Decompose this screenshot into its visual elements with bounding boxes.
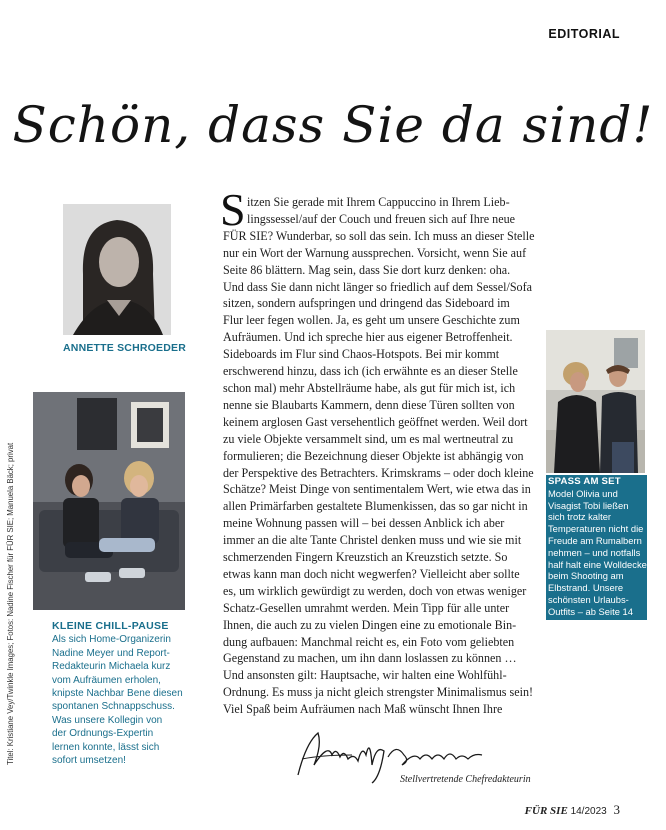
- body-line: lingssessel/auf der Couch und freuen sich auf Ihre neue: [247, 211, 515, 226]
- chill-pause-photo: [33, 392, 185, 610]
- set-caption-line: Temperaturen nicht die: [548, 523, 644, 535]
- chill-line: Was unsere Kollegin von: [52, 714, 163, 726]
- set-caption-line: beim Shooting am: [548, 570, 624, 582]
- issue-number: 14/2023: [570, 806, 607, 817]
- photo-credit: Titel: Kristiane Vey/Twinkle Images; Fotos: Nadine Fischer für FÜR SIE; Manuela Bäck; privat: [6, 442, 15, 765]
- body-line: Ihnen, die auch zu zu vielen Dingen eine zu emotionale Bin-: [223, 617, 517, 632]
- body-line: allen Primärfarben gestaltete Blumenkissen, das so gar nicht in: [223, 499, 528, 514]
- chill-line: der Ordnungs-Expertin: [52, 728, 154, 740]
- body-line: es, um wirklich gewürdigt zu werden, doch von etwas weniger: [223, 583, 527, 598]
- chill-line: lernen konnte, lässt sich: [52, 741, 160, 753]
- body-line: Und dass Sie dann nicht länger so friedlich auf dem Sessel/Sofa: [223, 279, 532, 294]
- chill-line: Redakteurin Michaela kurz: [52, 661, 171, 673]
- chill-pause-caption: [52, 620, 202, 767]
- body-line: Sideboards im Flur sind Chaos-Hotspots. Bei mir kommt: [223, 347, 500, 362]
- chill-line: Als sich Home-Organizerin: [52, 634, 171, 646]
- set-caption-line: Visagist Tobi ließen: [548, 499, 629, 511]
- chill-pause-title: KLEINE CHILL-PAUSE: [52, 620, 169, 632]
- body-line: itzen Sie gerade mit Ihrem Cappuccino in Ihrem Lieb-: [247, 195, 510, 209]
- body-line: formulieren; die Bezeichnung dieser Objekte ist abhängig von: [223, 448, 524, 463]
- body-line: schon mal) mehr Abstellräume habe, als gut für mich ist, ich: [223, 380, 516, 395]
- body-line: Viel Spaß beim Aufräumen nach Maß wünscht Ihnen Ihre: [223, 702, 503, 717]
- headline: Schön, dass Sie da sind!: [12, 96, 654, 154]
- section-label: EDITORIAL: [548, 27, 620, 41]
- body-line: Seite 86 blättern. Mag sein, dass Sie dort kurz denken: oha.: [223, 262, 511, 277]
- set-caption-line: Outfits – ab Seite 14: [548, 605, 633, 617]
- set-caption-line: half halt eine Wolldecke: [548, 558, 647, 570]
- signature-role: Stellvertretende Chefredakteurin: [400, 774, 531, 785]
- set-caption-line: Freude am Rumalbern: [548, 534, 642, 546]
- body-line: zu viele Objekte versammelt sind, um es mal wertneutral zu: [223, 431, 514, 446]
- body-line: keinem arglosen Gast versehentlich geöffnet werden. Weil dort: [223, 414, 528, 429]
- body-line: immer an die alte Tante Christel denken muss und wie sie mit: [223, 533, 522, 548]
- chill-line: spontanen Schnappschuss.: [52, 701, 175, 713]
- set-image: [546, 330, 645, 473]
- body-line: der Perspektive des Betrachters. Krimskrams – oder doch kleine: [223, 465, 534, 480]
- chill-line: knipste Nachbar Bene diesen: [52, 688, 183, 700]
- page-number: 3: [613, 802, 620, 817]
- body-line: dung aufbauen: Manchmal reicht es, ein Foto vom geliebten: [223, 634, 515, 649]
- body-line: meine Wohnung passen will – bei dessen Anblick ich aber: [223, 516, 505, 531]
- set-caption-line: schönsten Urlaubs-: [548, 593, 629, 605]
- body-line: sitzen, sondern aufspringen und dringend das Sideboard im: [223, 296, 510, 311]
- set-caption: [546, 475, 647, 620]
- chill-pause-image: [33, 392, 185, 610]
- magazine-name: FÜR SIE: [524, 805, 568, 817]
- chill-line: vom Aufräumen erholen,: [52, 674, 161, 686]
- set-caption-line: nehmen – und notfalls: [548, 546, 641, 558]
- editorial-body: [220, 184, 536, 718]
- chill-line: sofort umsetzen!: [52, 755, 126, 767]
- body-line: etwas kann man doch nicht wegwerfen? Vielleicht aber sollte: [223, 566, 520, 581]
- set-caption-line: Model Olivia und: [548, 487, 618, 499]
- set-caption-line: Elbstrand. Unsere: [548, 582, 624, 594]
- page-footer: [525, 802, 620, 818]
- body-line: Aufräumen. Und ich spreche hier aus eigener Betroffenheit.: [223, 330, 513, 345]
- set-photo: [546, 330, 645, 473]
- drop-cap: S: [220, 184, 246, 235]
- body-line: nur ein Wort der Warnung aussprechen. Vorsicht, wenn Sie auf: [223, 245, 527, 260]
- author-caption: ANNETTE SCHROEDER: [63, 342, 186, 354]
- body-line: Flur leer fegen wollen. Ja, es geht um unsere Geschichte zum: [223, 313, 520, 328]
- body-line: nenne sie Blaubarts Kammern, denn diese Türen sollten von: [223, 397, 515, 412]
- body-line: Schatz-Gesellen umrahmt werden. Mein Tipp für alle unter: [223, 600, 510, 615]
- body-line: Ordnung. Es muss ja nicht gleich strengster Minimalismus sein!: [223, 685, 534, 700]
- author-photo: [63, 204, 171, 335]
- chill-line: Nadine Meyer und Report-: [52, 647, 170, 659]
- body-line: FÜR SIE? Wunderbar, so soll das sein. Ich muss an dieser Stelle: [223, 228, 535, 243]
- author-portrait-image: [63, 204, 171, 335]
- body-line: Und ansonsten gilt: Hauptsache, wir halten eine Wohlfühl-: [223, 668, 507, 683]
- set-caption-line: sich trotz kalter: [548, 511, 612, 523]
- body-line: Gegenstand zu machen, um ihn dann loslassen zu können …: [223, 651, 517, 666]
- body-line: erschwerend hinzu, dass ich (ich erwähnte es an dieser Stelle: [223, 364, 518, 379]
- set-caption-title: SPASS AM SET: [548, 476, 621, 487]
- body-line: schmerzenden Fingern Kreuzstich an Kreuzstich setzte. So: [223, 550, 508, 565]
- body-line: Schätze? Meist Dinge von sentimentalem Wert, wie etwa das in: [223, 482, 531, 497]
